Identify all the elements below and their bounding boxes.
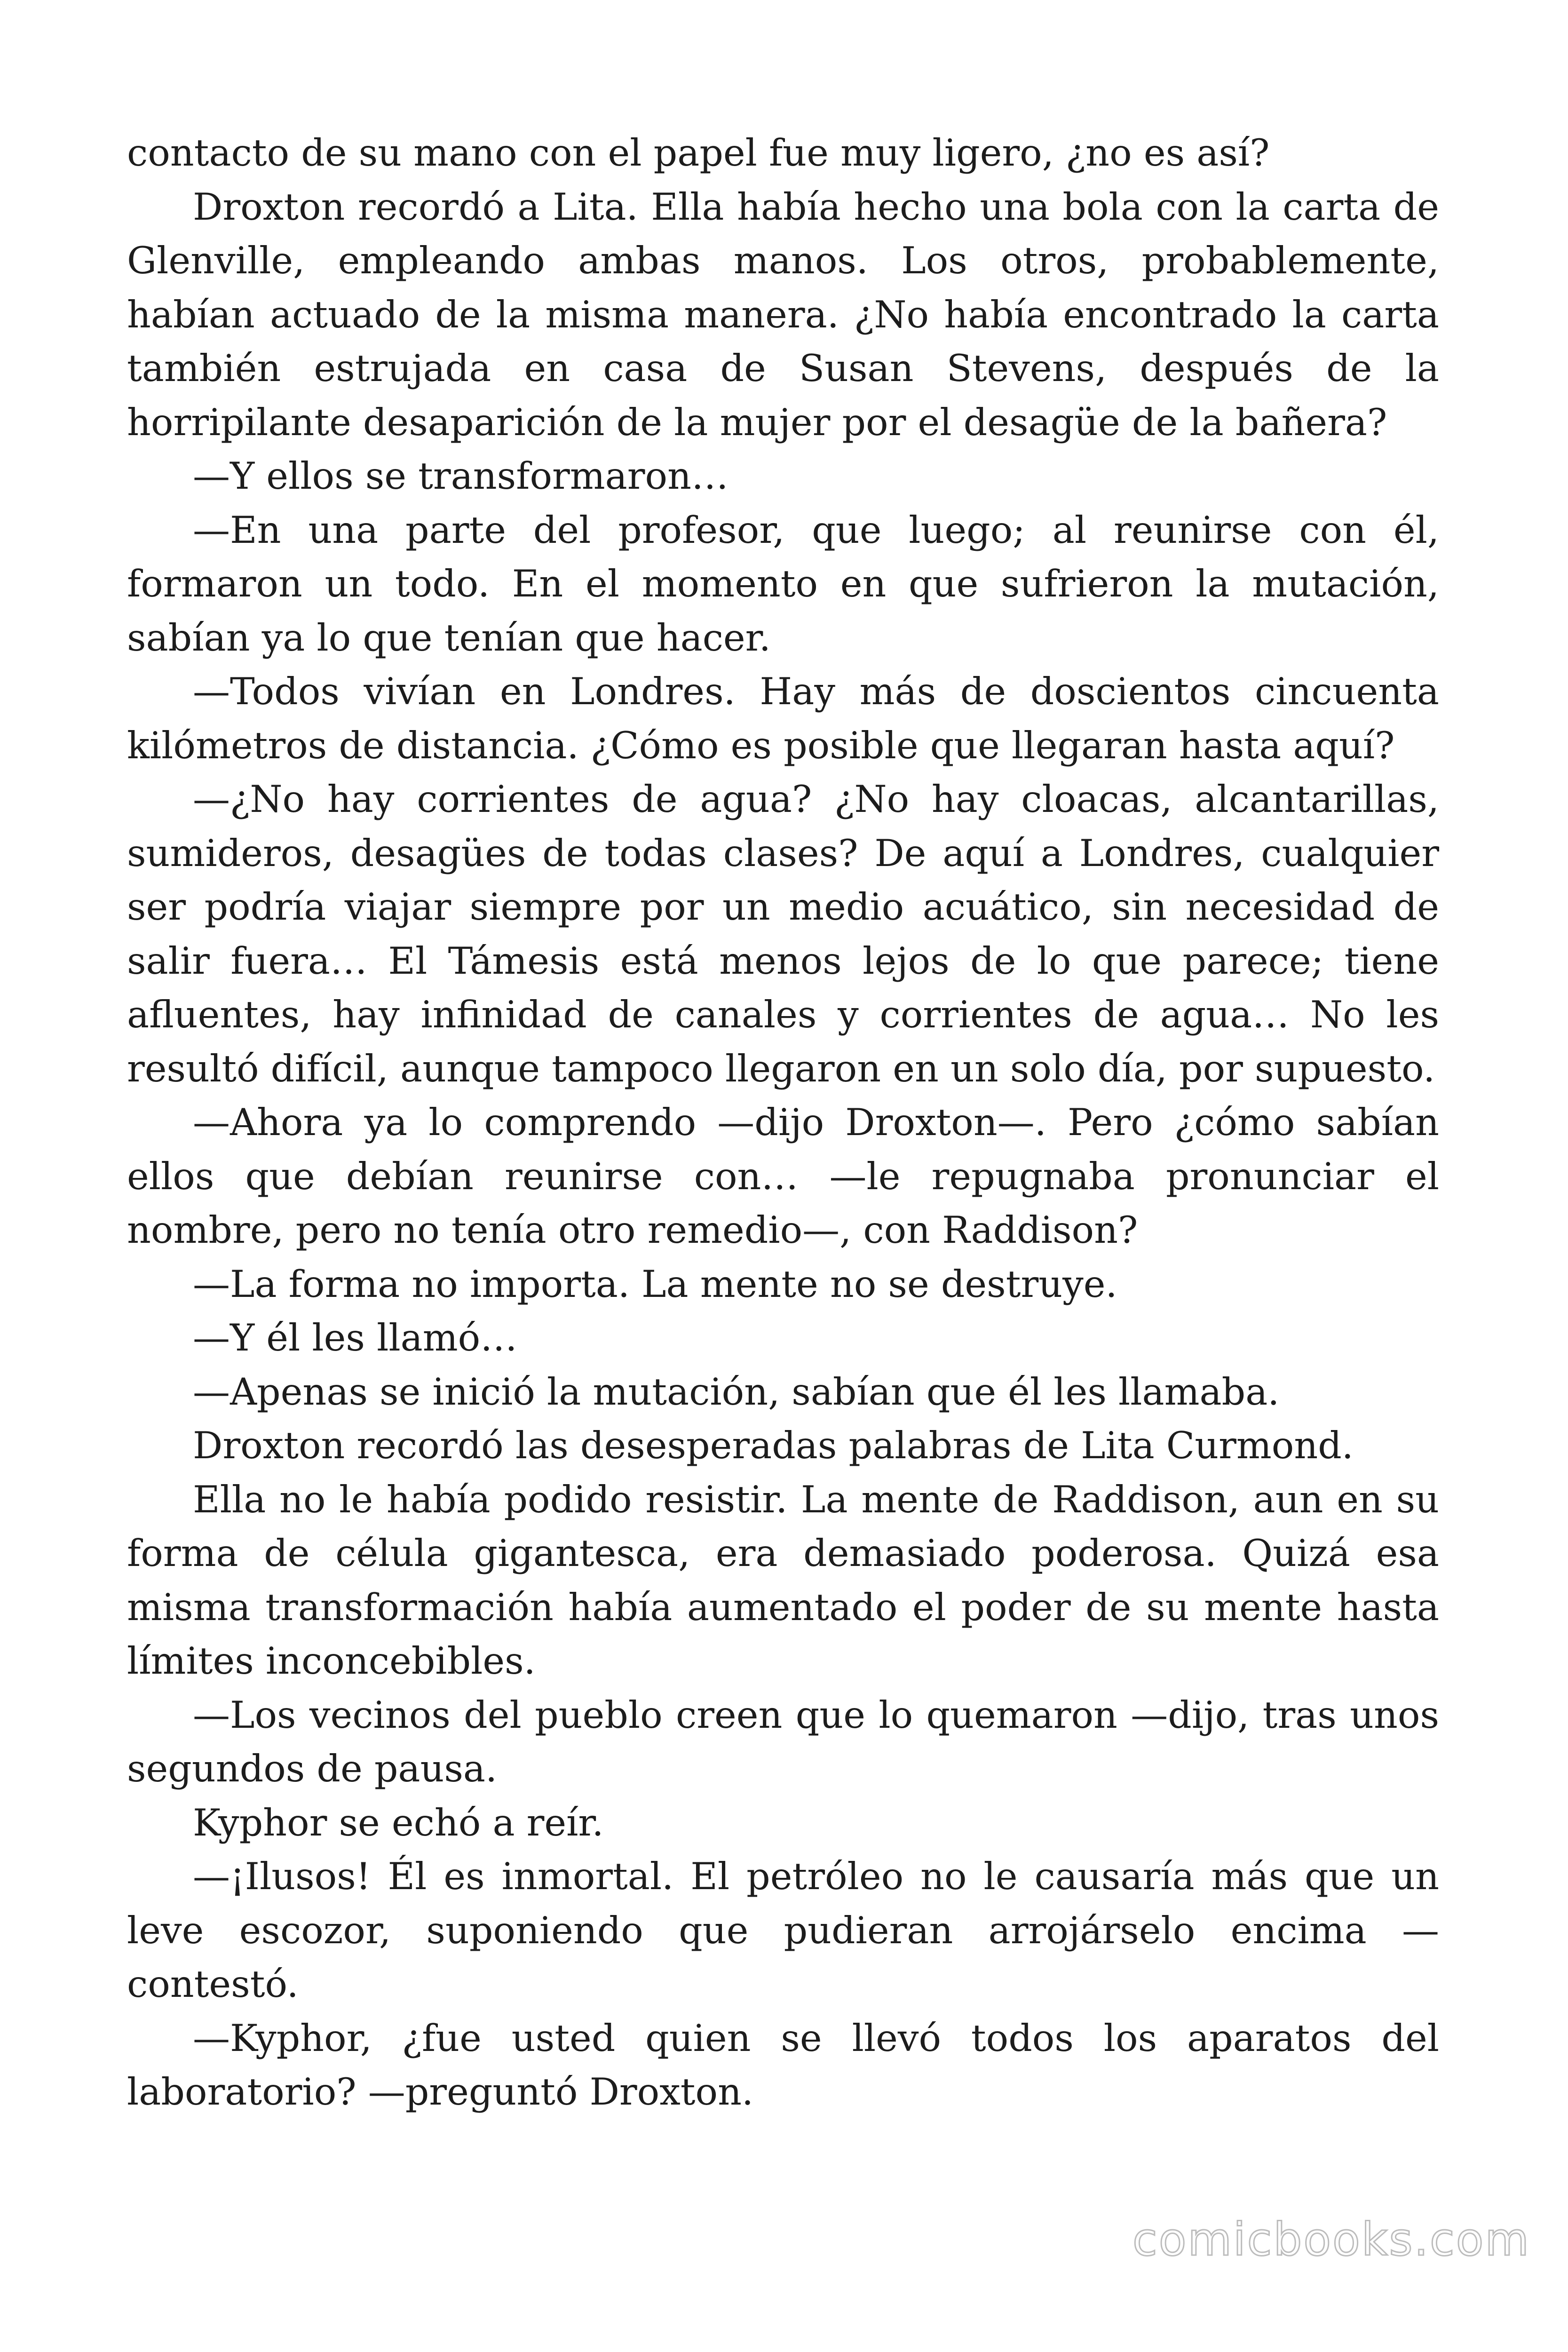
site-watermark: comicbooks.com bbox=[1132, 2213, 1530, 2266]
body-text bbox=[127, 126, 1439, 2119]
paragraph-11: Droxton recordó las desesperadas palabras de Lita Curmond. bbox=[193, 1424, 1354, 1467]
paragraph-12: Ella no le había podido resistir. La mente de Raddison, aun en su forma de célula gigantesca, era demasiado poderosa. Quizá esa misma transformación había aumentado el poder de su mente hasta límites inconcebibles. bbox=[127, 1478, 1439, 1683]
paragraph-3: —Y ellos se transformaron… bbox=[193, 454, 729, 498]
paragraph-4: —En una parte del profesor, que luego; al reunirse con él, formaron un todo. En el momento en que sufrieron la mutación, sabían ya lo que tenían que hacer. bbox=[127, 508, 1439, 660]
paragraph-16: —Kyphor, ¿fue usted quien se llevó todos los aparatos del laboratorio? —preguntó Droxton. bbox=[127, 2016, 1439, 2114]
paragraph-6: —¿No hay corrientes de agua? ¿No hay cloacas, alcantarillas, sumideros, desagües de todas clases? De aquí a Londres, cualquier ser podría viajar siempre por un medio acuático, sin necesidad de salir fuera… El Támesis está menos lejos de lo que parece; tiene afluentes, hay infinidad de canales y corrientes de agua… No les resultó difícil, aunque tampoco llegaron en un solo día, por supuesto. bbox=[127, 778, 1439, 1090]
paragraph-9: —Y él les llamó… bbox=[193, 1316, 518, 1359]
paragraph-1: contacto de su mano con el papel fue muy ligero, ¿no es así? bbox=[127, 131, 1270, 175]
paragraph-5: —Todos vivían en Londres. Hay más de doscientos cincuenta kilómetros de distancia. ¿Cómo es posible que llegaran hasta aquí? bbox=[127, 670, 1439, 767]
paragraph-2: Droxton recordó a Lita. Ella había hecho una bola con la carta de Glenville, empleando ambas manos. Los otros, probablemente, habían actuado de la misma manera. ¿No había encontrado la carta también estrujada en casa de Susan Stevens, después de la horripilante desaparición de la mujer por el desagüe de la bañera? bbox=[127, 185, 1439, 444]
paragraph-13: —Los vecinos del pueblo creen que lo quemaron —dijo, tras unos segundos de pausa. bbox=[127, 1693, 1439, 1790]
paragraph-7: —Ahora ya lo comprendo —dijo Droxton—. Pero ¿cómo sabían ellos que debían reunirse con… —le repugnaba pronunciar el nombre, pero no tenía otro remedio—, con Raddison? bbox=[127, 1101, 1439, 1252]
paragraph-14: Kyphor se echó a reír. bbox=[193, 1801, 604, 1844]
paragraph-10: —Apenas se inició la mutación, sabían que él les llamaba. bbox=[193, 1370, 1280, 1414]
paragraph-8: —La forma no importa. La mente no se destruye. bbox=[193, 1262, 1117, 1306]
paragraph-15: —¡Ilusos! Él es inmortal. El petróleo no le causaría más que un leve escozor, suponiendo que pudieran arrojárselo encima —contestó. bbox=[127, 1855, 1439, 2006]
